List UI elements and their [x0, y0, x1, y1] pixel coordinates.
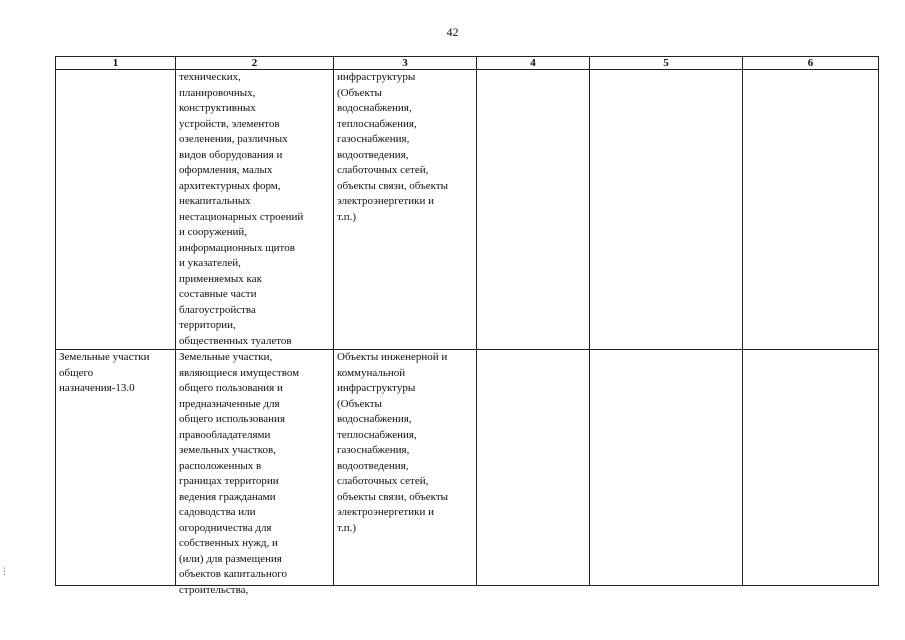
- column-header-5: 5: [590, 57, 743, 70]
- table-row: [56, 70, 879, 350]
- column-header-2: 2: [176, 57, 334, 70]
- scan-margin-mark: ⋮: [0, 567, 9, 577]
- table-header-row: [56, 57, 879, 70]
- table-cell-land-use-type: Земельные участки общего назначения-13.0: [56, 350, 176, 586]
- column-header-4: 4: [477, 57, 590, 70]
- table-cell-description: технических, планировочных, конструктивных устройств, элементов озеленения, различных видов оборудования и оформления, малых архитектурных форм, некапитальных нестационарных строений и сооружений, информационных щитов и указателей, применяемых как составные части благоустройства территории, общественных туалетов: [176, 70, 334, 350]
- column-header-6: 6: [743, 57, 879, 70]
- column-header-3: 3: [334, 57, 477, 70]
- table-cell-description: Земельные участки, являющиеся имуществом общего пользования и предназначенные для общего использования правообладателями земельных участков, расположенных в границах территории ведения гражданами садоводства или огородничества для собственных нужд, и (или) для размещения объектов капитального строительства,: [176, 350, 334, 586]
- table-cell-permitted-objects: инфраструктуры (Объекты водоснабжения, теплоснабжения, газоснабжения, водоотведения, слаботочных сетей, объекты связи, объекты электроэнергетики и т.п.): [334, 70, 477, 350]
- table-cell-permitted-objects: Объекты инженерной и коммунальной инфраструктуры (Объекты водоснабжения, теплоснабжения, газоснабжения, водоотведения, слаботочных сетей, объекты связи, объекты электроэнергетики и т.п.): [334, 350, 477, 586]
- table-cell-col5: [590, 350, 743, 586]
- table-cell-col4: [477, 350, 590, 586]
- table-cell-col5: [590, 70, 743, 350]
- table-cell-col4: [477, 70, 590, 350]
- page-number: 42: [446, 25, 459, 39]
- column-header-1: 1: [56, 57, 176, 70]
- table-cell-land-use-type: [56, 70, 176, 350]
- table-cell-col6: [743, 350, 879, 586]
- table-cell-col6: [743, 70, 879, 350]
- table-row: [56, 350, 879, 586]
- regulations-table: [55, 56, 879, 596]
